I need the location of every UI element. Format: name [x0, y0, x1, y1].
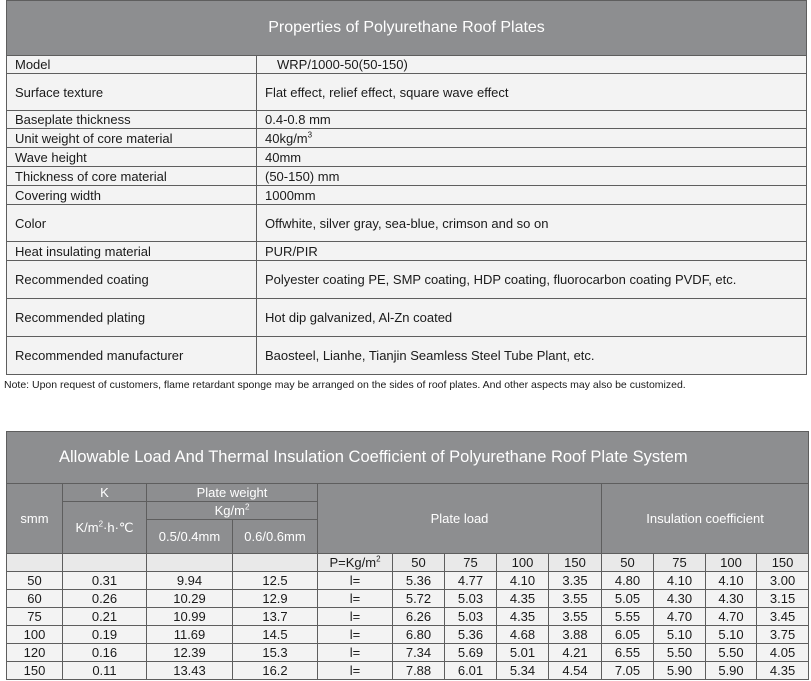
insulation-value: 3.45: [757, 608, 809, 626]
weight-thin-value: 13.43: [147, 662, 233, 680]
property-value: PUR/PIR: [257, 242, 807, 261]
customization-note: Note: Upon request of customers, flame retardant sponge may be arranged on the sides of roof plates. And other aspects may also be customized.: [4, 379, 686, 391]
property-label: Heat insulating material: [7, 242, 257, 261]
empty-cell: [233, 554, 318, 572]
header-insulation-coefficient: Insulation coefficient: [602, 484, 809, 554]
property-label: Baseplate thickness: [7, 111, 257, 129]
load-value: 4.35: [497, 608, 549, 626]
smm-value: 50: [7, 572, 63, 590]
property-value: Hot dip galvanized, Al-Zn coated: [257, 299, 807, 337]
header-k-unit-tail: ·h·℃: [103, 519, 134, 535]
k-value: 0.31: [63, 572, 147, 590]
property-value: Flat effect, relief effect, square wave effect: [257, 74, 807, 111]
l-label: l=: [318, 626, 393, 644]
load-value: 3.88: [549, 626, 602, 644]
smm-value: 150: [7, 662, 63, 680]
weight-thin-value: 9.94: [147, 572, 233, 590]
weight-thick-value: 14.5: [233, 626, 318, 644]
properties-table-title: Properties of Polyurethane Roof Plates: [7, 1, 807, 56]
header-k: K: [63, 484, 147, 502]
insulation-value: 3.15: [757, 590, 809, 608]
smm-value: 60: [7, 590, 63, 608]
load-span-label: 100: [497, 554, 549, 572]
insulation-value: 3.75: [757, 626, 809, 644]
unit-superscript: 3: [307, 130, 313, 140]
insulation-value: 4.70: [654, 608, 706, 626]
property-value-text: 40kg/m: [265, 130, 308, 146]
property-value: 40mm: [257, 148, 807, 167]
load-value: 3.55: [549, 608, 602, 626]
load-value: 5.69: [445, 644, 497, 662]
load-value: 5.34: [497, 662, 549, 680]
header-plate-weight: Plate weight: [147, 484, 318, 502]
insulation-value: 4.10: [706, 572, 757, 590]
insulation-span-label: 150: [757, 554, 809, 572]
k-value: 0.19: [63, 626, 147, 644]
load-value: 4.68: [497, 626, 549, 644]
insulation-span-label: 75: [654, 554, 706, 572]
table-row: [7, 572, 809, 590]
k-value: 0.11: [63, 662, 147, 680]
property-value: Offwhite, silver gray, sea-blue, crimson and so on: [257, 205, 807, 242]
table-row: [7, 644, 809, 662]
load-value: 5.36: [445, 626, 497, 644]
table-row: [7, 662, 809, 680]
load-value: 7.88: [393, 662, 445, 680]
insulation-value: 6.55: [602, 644, 654, 662]
table-row: [7, 626, 809, 644]
weight-thin-value: 10.29: [147, 590, 233, 608]
load-value: 6.01: [445, 662, 497, 680]
insulation-value: 4.70: [706, 608, 757, 626]
load-span-label: 75: [445, 554, 497, 572]
property-value: Polyester coating PE, SMP coating, HDP coating, fluorocarbon coating PVDF, etc.: [257, 261, 807, 299]
header-weight-unit: [147, 502, 318, 520]
header-weight-thick: 0.6/0.6mm: [233, 520, 318, 554]
load-value: 3.35: [549, 572, 602, 590]
empty-cell: [7, 554, 63, 572]
empty-cell: [147, 554, 233, 572]
load-value: 4.21: [549, 644, 602, 662]
load-span-label: 150: [549, 554, 602, 572]
weight-thin-value: 10.99: [147, 608, 233, 626]
header-weight-unit-text: Kg/m: [214, 503, 245, 518]
insulation-value: 4.10: [654, 572, 706, 590]
insulation-value: 5.50: [654, 644, 706, 662]
insulation-value: 5.50: [706, 644, 757, 662]
insulation-value: 4.30: [706, 590, 757, 608]
load-value: 5.01: [497, 644, 549, 662]
l-label: l=: [318, 590, 393, 608]
load-value: 4.77: [445, 572, 497, 590]
weight-thin-value: 12.39: [147, 644, 233, 662]
property-label: Model: [7, 56, 257, 74]
property-value: 1000mm: [257, 186, 807, 205]
load-value: 4.54: [549, 662, 602, 680]
property-label: Covering width: [7, 186, 257, 205]
table-row: [7, 590, 809, 608]
p-label-text: P=Kg/m: [329, 555, 377, 570]
property-label: Color: [7, 205, 257, 242]
property-label: Unit weight of core material: [7, 129, 257, 148]
header-smm: smm: [7, 484, 63, 554]
load-insulation-table: [6, 431, 809, 680]
weight-thick-value: 13.7: [233, 608, 318, 626]
load-value: 4.10: [497, 572, 549, 590]
insulation-span-label: 100: [706, 554, 757, 572]
empty-cell: [63, 554, 147, 572]
insulation-value: 5.05: [602, 590, 654, 608]
insulation-value: 6.05: [602, 626, 654, 644]
property-value: [257, 129, 807, 148]
load-value: 5.36: [393, 572, 445, 590]
insulation-value: 5.55: [602, 608, 654, 626]
header-plate-load: Plate load: [318, 484, 602, 554]
insulation-value: 4.30: [654, 590, 706, 608]
insulation-value: 5.10: [706, 626, 757, 644]
insulation-value: 5.90: [654, 662, 706, 680]
unit-superscript: 2: [98, 519, 104, 529]
l-label: l=: [318, 662, 393, 680]
load-value: 4.35: [497, 590, 549, 608]
property-label: Wave height: [7, 148, 257, 167]
insulation-value: 5.10: [654, 626, 706, 644]
l-label: l=: [318, 608, 393, 626]
unit-superscript: 2: [376, 554, 381, 564]
table-row: [7, 608, 809, 626]
weight-thick-value: 12.9: [233, 590, 318, 608]
insulation-value: 4.05: [757, 644, 809, 662]
property-value: (50-150) mm: [257, 167, 807, 186]
smm-value: 100: [7, 626, 63, 644]
property-label: Recommended coating: [7, 261, 257, 299]
load-value: 5.03: [445, 590, 497, 608]
k-value: 0.21: [63, 608, 147, 626]
load-value: 5.03: [445, 608, 497, 626]
weight-thick-value: 16.2: [233, 662, 318, 680]
k-value: 0.26: [63, 590, 147, 608]
l-label: l=: [318, 572, 393, 590]
span-header-row: [7, 554, 809, 572]
properties-table: [6, 0, 807, 375]
load-value: 3.55: [549, 590, 602, 608]
insulation-span-label: 50: [602, 554, 654, 572]
weight-thick-value: 12.5: [233, 572, 318, 590]
insulation-value: 7.05: [602, 662, 654, 680]
insulation-value: 3.00: [757, 572, 809, 590]
property-label: Recommended manufacturer: [7, 337, 257, 375]
insulation-value: 5.90: [706, 662, 757, 680]
smm-value: 120: [7, 644, 63, 662]
load-table-body: [7, 572, 809, 680]
property-value: 0.4-0.8 mm: [257, 111, 807, 129]
load-value: 7.34: [393, 644, 445, 662]
unit-superscript: 2: [244, 502, 250, 512]
load-table-title: Allowable Load And Thermal Insulation Coefficient of Polyurethane Roof Plate System: [7, 432, 809, 484]
k-value: 0.16: [63, 644, 147, 662]
insulation-value: 4.80: [602, 572, 654, 590]
property-label: Recommended plating: [7, 299, 257, 337]
load-value: 6.80: [393, 626, 445, 644]
property-value: Baosteel, Lianhe, Tianjin Seamless Steel Tube Plant, etc.: [257, 337, 807, 375]
l-label: l=: [318, 644, 393, 662]
smm-value: 75: [7, 608, 63, 626]
property-label: Surface texture: [7, 74, 257, 111]
load-value: 5.72: [393, 590, 445, 608]
header-k-unit-text: K/m: [75, 519, 99, 535]
property-value: WRP/1000-50(50-150): [257, 56, 807, 74]
load-value: 6.26: [393, 608, 445, 626]
weight-thick-value: 15.3: [233, 644, 318, 662]
property-label: Thickness of core material: [7, 167, 257, 186]
load-span-label: 50: [393, 554, 445, 572]
p-label: [318, 554, 393, 572]
weight-thin-value: 11.69: [147, 626, 233, 644]
header-weight-thin: 0.5/0.4mm: [147, 520, 233, 554]
insulation-value: 4.35: [757, 662, 809, 680]
header-k-unit: [63, 502, 147, 554]
